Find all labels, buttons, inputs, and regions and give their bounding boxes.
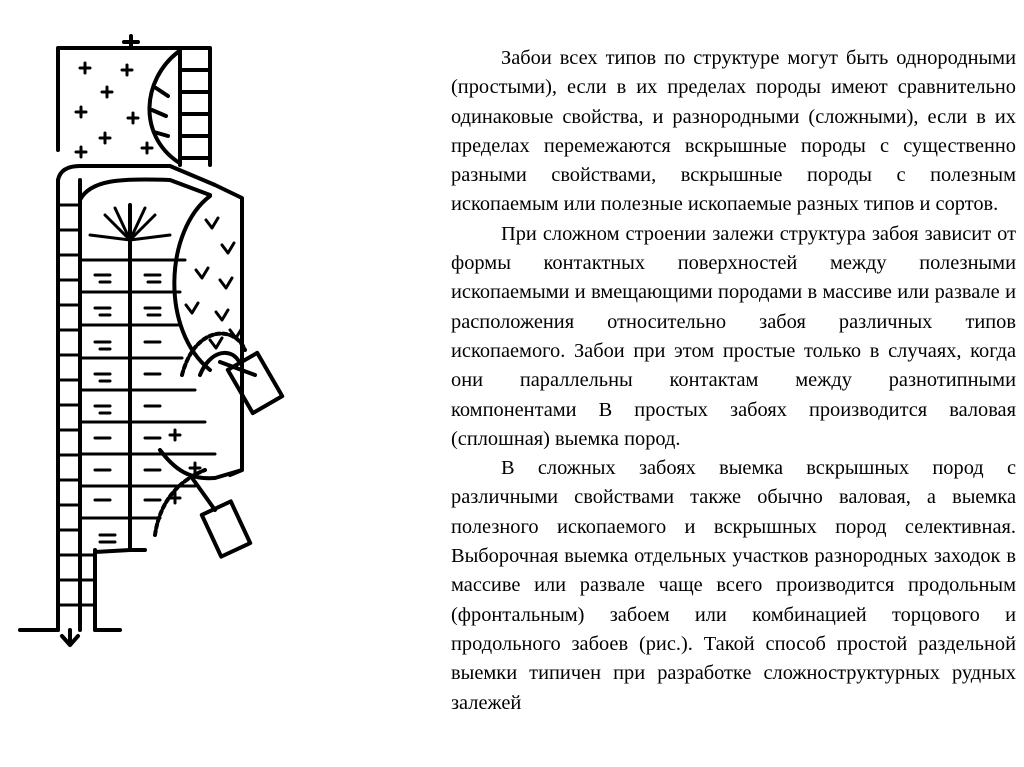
column-outline (58, 166, 242, 475)
diagram-svg (10, 30, 300, 670)
star-burst (90, 205, 170, 240)
excavator-2 (202, 501, 250, 556)
paragraph-1: Забои всех типов по структуре могут быть однородными (простыми), если в их пределах породы имеют сравнительно одинаковые свойства, и разнородными (сложными), если в их пределах перемежаются вскрышные породы с существенно разными свойствами, вскрышные породы с полезным ископаемым или полезные ископаемые разных типов и сортов. (451, 47, 1016, 216)
article-text (451, 44, 1016, 718)
paragraph-3: В сложных забоях выемка вскрышных пород с различными свойствами также обычно валовая, а выемка полезного ископаемого и вскрышных пород селективная. Выборочная выемка отдельных участков разнородных заходок в массиве или развале чаще всего производится продольным (фронтальным) забоем или комбинацией торцового и продольного забоев (рис.). Такой способ простой раздельной выемки типичен при разработке сложноструктурных рудных залежей (451, 457, 1016, 714)
mining-face-diagram (10, 30, 300, 670)
right-crescent (174, 196, 210, 370)
paragraph-2: При сложном строении залежи структура забоя зависит от формы контактных поверхностей между полезными ископаемыми и вмещающими породами в массиве или развале и расположения относительно забоя различных типов ископаемого. Забои при этом простые только в случаях, когда они параллельны контактам между разнотипными компонентами В простых забоях производится валовая (сплошная) выемка пород. (451, 222, 1016, 450)
excavator-1 (228, 353, 282, 413)
top-crescent (149, 52, 178, 162)
